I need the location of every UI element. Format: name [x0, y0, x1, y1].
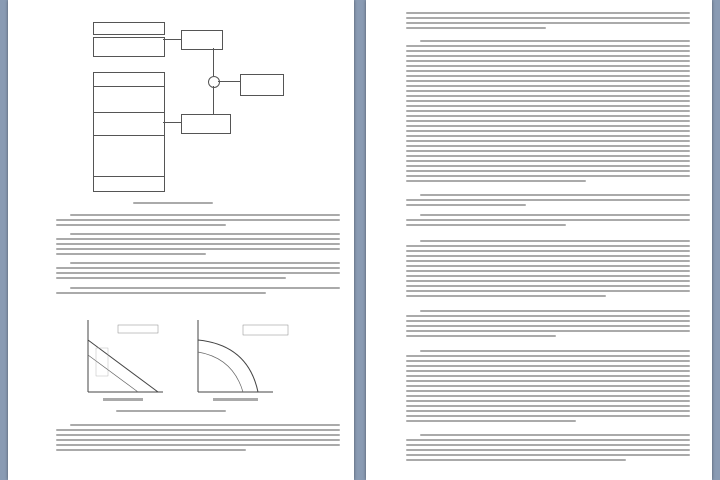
- divider: [93, 112, 164, 113]
- text-line: [406, 315, 690, 317]
- text-line: [56, 272, 340, 274]
- text-line: [56, 253, 206, 255]
- text-line: [406, 80, 690, 82]
- text-line: [406, 270, 690, 272]
- text-line: [406, 325, 690, 327]
- divider: [93, 86, 164, 87]
- text-line: [406, 410, 690, 412]
- document-page-left: [8, 0, 354, 480]
- text-line: [70, 424, 340, 426]
- text-line: [406, 60, 690, 62]
- text-line: [406, 365, 690, 367]
- text-line: [56, 277, 286, 279]
- text-line: [406, 380, 690, 382]
- text-line: [406, 355, 690, 357]
- text-line: [406, 295, 606, 297]
- text-line: [406, 95, 690, 97]
- text-line: [406, 150, 690, 152]
- diagram-box: [181, 30, 223, 50]
- divider: [93, 135, 164, 136]
- diagram-column-box: [93, 72, 165, 192]
- text-line: [406, 224, 566, 226]
- text-line: [406, 140, 690, 142]
- text-line: [56, 243, 340, 245]
- graph-left: [88, 320, 163, 401]
- text-line: [406, 65, 690, 67]
- text-line: [406, 335, 556, 337]
- text-line: [70, 287, 340, 289]
- text-line: [406, 50, 690, 52]
- text-line: [406, 390, 690, 392]
- text-line: [406, 55, 690, 57]
- text-line: [56, 219, 340, 221]
- diagram-box: [181, 114, 231, 134]
- text-line: [406, 170, 690, 172]
- text-line: [406, 12, 690, 14]
- diagram-box: [93, 37, 165, 57]
- text-line: [406, 219, 690, 221]
- text-line: [406, 27, 546, 29]
- text-line: [406, 255, 690, 257]
- text-line: [406, 145, 690, 147]
- text-line: [406, 400, 690, 402]
- text-line: [406, 45, 690, 47]
- text-line: [406, 180, 586, 182]
- text-line: [406, 135, 690, 137]
- text-line: [406, 160, 690, 162]
- text-line: [406, 70, 690, 72]
- connector-line: [213, 48, 214, 76]
- diagram-node-circle: [208, 76, 220, 88]
- text-line: [406, 320, 690, 322]
- figure-caption: [116, 410, 226, 412]
- graph-right: [198, 320, 288, 401]
- text-line: [56, 449, 246, 451]
- text-line: [406, 130, 690, 132]
- text-line: [56, 238, 340, 240]
- text-line: [406, 420, 576, 422]
- connector-line: [163, 122, 181, 123]
- text-line: [420, 214, 690, 216]
- text-line: [406, 115, 690, 117]
- text-line: [406, 199, 690, 201]
- text-line: [56, 224, 226, 226]
- text-line: [70, 214, 340, 216]
- text-line: [406, 105, 690, 107]
- text-line: [406, 290, 690, 292]
- text-line: [406, 275, 690, 277]
- text-line: [406, 175, 690, 177]
- text-line: [406, 204, 526, 206]
- text-line: [406, 245, 690, 247]
- text-line: [406, 155, 690, 157]
- text-line: [420, 40, 690, 42]
- text-line: [56, 429, 340, 431]
- text-line: [406, 260, 690, 262]
- text-line: [56, 444, 340, 446]
- text-line: [420, 310, 690, 312]
- text-line: [420, 194, 690, 196]
- text-line: [406, 110, 690, 112]
- text-line: [406, 100, 690, 102]
- text-line: [406, 265, 690, 267]
- text-line: [56, 292, 266, 294]
- text-line: [406, 125, 690, 127]
- text-line: [56, 267, 340, 269]
- document-page-right: [366, 0, 712, 480]
- text-line: [420, 434, 690, 436]
- text-line: [56, 439, 340, 441]
- text-line: [406, 75, 690, 77]
- text-line: [406, 360, 690, 362]
- text-line: [406, 444, 690, 446]
- text-line: [56, 434, 340, 436]
- text-line: [406, 120, 690, 122]
- text-line: [406, 395, 690, 397]
- diagram-box: [93, 22, 165, 35]
- figure-caption: [133, 202, 213, 204]
- text-line: [406, 90, 690, 92]
- text-line: [406, 330, 690, 332]
- text-line: [406, 85, 690, 87]
- text-line: [406, 454, 690, 456]
- text-line: [406, 17, 690, 19]
- figure-graphs: [58, 300, 318, 420]
- text-line: [406, 22, 690, 24]
- text-line: [406, 280, 690, 282]
- text-line: [420, 240, 690, 242]
- text-line: [406, 405, 690, 407]
- text-line: [406, 449, 690, 451]
- text-line: [406, 375, 690, 377]
- text-line: [420, 350, 690, 352]
- text-line: [406, 439, 690, 441]
- diagram-box: [240, 74, 284, 96]
- text-line: [56, 248, 340, 250]
- connector-line: [218, 81, 240, 82]
- text-line: [70, 233, 340, 235]
- text-line: [406, 285, 690, 287]
- text-line: [406, 459, 626, 461]
- text-line: [70, 262, 340, 264]
- text-line: [406, 370, 690, 372]
- text-line: [406, 165, 690, 167]
- connector-line: [163, 39, 181, 40]
- text-line: [406, 250, 690, 252]
- text-line: [406, 415, 690, 417]
- text-line: [406, 385, 690, 387]
- divider: [93, 176, 164, 177]
